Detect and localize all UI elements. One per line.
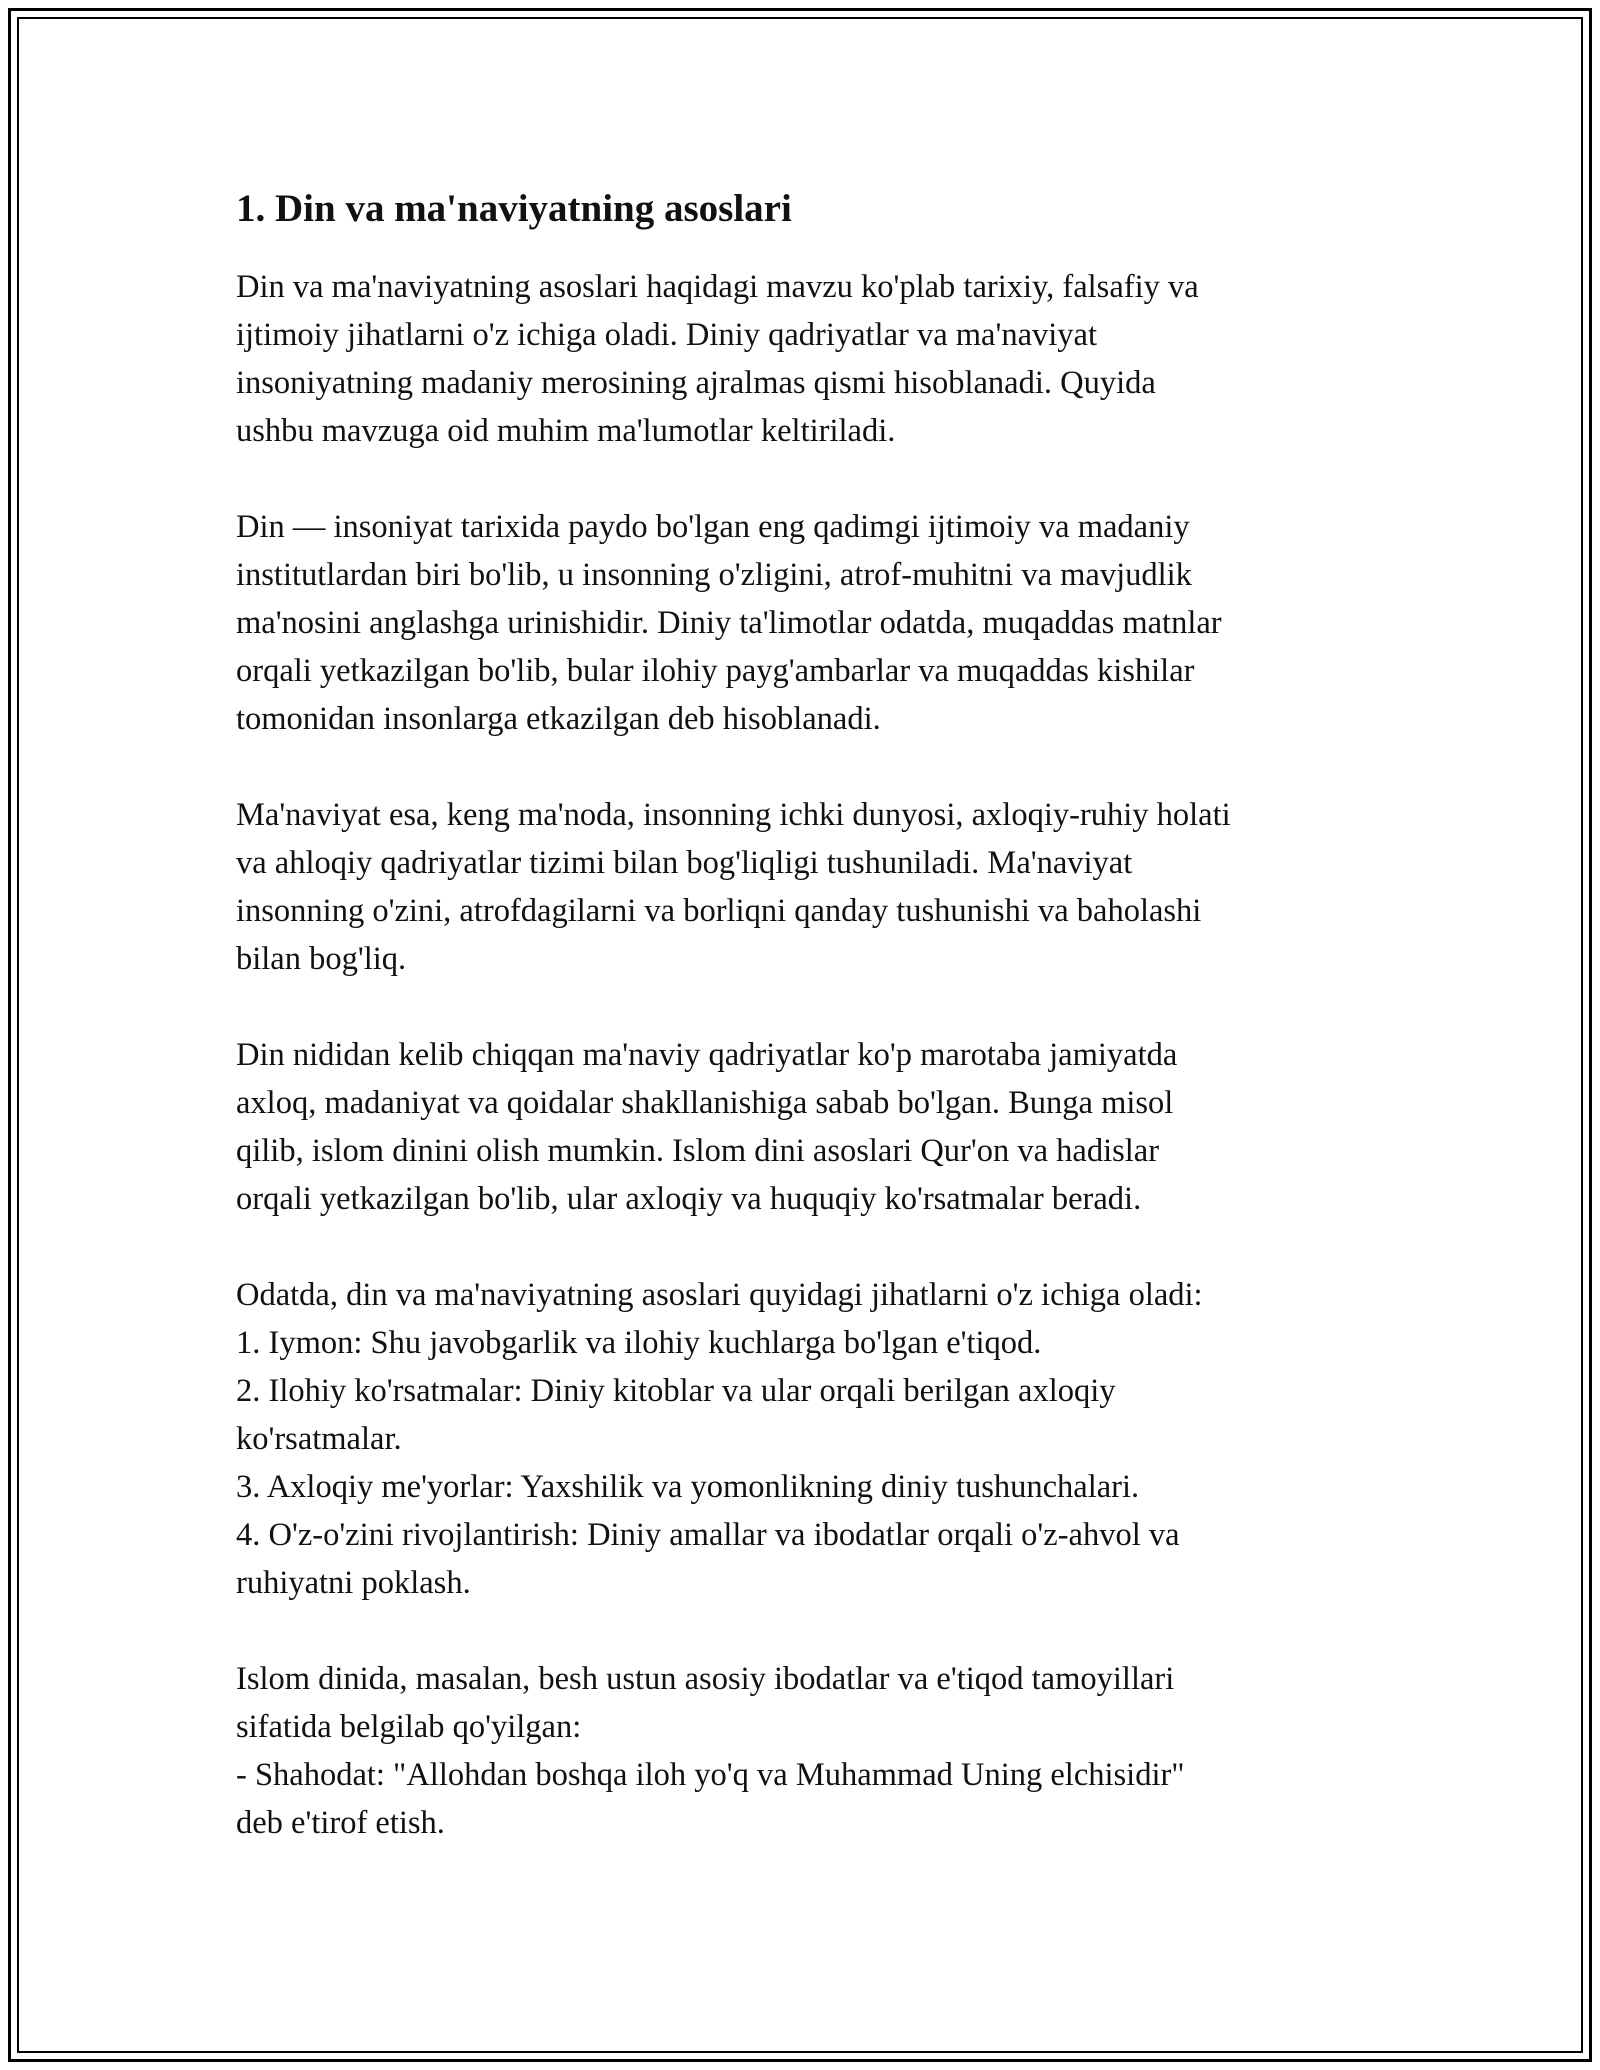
text-line: orqali yetkazilgan bo'lib, bular ilohiy payg'ambarlar va muqaddas kishilar [236, 653, 1195, 689]
list-item: - Shahodat: "Allohdan boshqa iloh yo'q va Muhammad Uning elchisidir" [236, 1757, 1185, 1793]
text-line: axloq, madaniyat va qoidalar shakllanishiga sabab bo'lgan. Bunga misol [236, 1085, 1174, 1121]
text-line: ijtimoiy jihatlarni o'z ichiga oladi. Diniy qadriyatlar va ma'naviyat [236, 317, 1097, 353]
text-line: Din — insoniyat tarixida paydo bo'lgan eng qadimgi ijtimoiy va madaniy [236, 509, 1190, 545]
paragraph-aspects-list [236, 1271, 1366, 1607]
paragraph-intro [236, 263, 1366, 455]
paragraph-five-pillars [236, 1655, 1366, 1847]
paragraph-values [236, 1031, 1366, 1223]
document-body [236, 185, 1366, 1895]
paragraph-spirituality [236, 791, 1366, 983]
list-item-continuation: ruhiyatni poklash. [236, 1565, 471, 1601]
list-item: 1. Iymon: Shu javobgarlik va ilohiy kuchlarga bo'lgan e'tiqod. [236, 1325, 1042, 1361]
list-intro: Odatda, din va ma'naviyatning asoslari quyidagi jihatlarni o'z ichiga oladi: [236, 1277, 1203, 1313]
text-line: sifatida belgilab qo'yilgan: [236, 1709, 582, 1745]
text-line: Din nididan kelib chiqqan ma'naviy qadriyatlar ko'p marotaba jamiyatda [236, 1037, 1178, 1073]
text-line: orqali yetkazilgan bo'lib, ular axloqiy va huquqiy ko'rsatmalar beradi. [236, 1181, 1142, 1217]
text-line: Ma'naviyat esa, keng ma'noda, insonning ichki dunyosi, axloqiy-ruhiy holati [236, 797, 1231, 833]
text-line: Islom dinida, masalan, besh ustun asosiy ibodatlar va e'tiqod tamoyillari [236, 1661, 1175, 1697]
text-line: qilib, islom dinini olish mumkin. Islom dini asoslari Qur'on va hadislar [236, 1133, 1160, 1169]
text-line: va ahloqiy qadriyatlar tizimi bilan bog'liqligi tushuniladi. Ma'naviyat [236, 845, 1133, 881]
list-item: 4. O'z-o'zini rivojlantirish: Diniy amallar va ibodatlar orqali o'z-ahvol va [236, 1517, 1180, 1553]
paragraph-religion [236, 503, 1366, 743]
text-line: institutlardan biri bo'lib, u insonning o'zligini, atrof-muhitni va mavjudlik [236, 557, 1192, 593]
list-item: 2. Ilohiy ko'rsatmalar: Diniy kitoblar va ular orqali berilgan axloqiy [236, 1373, 1116, 1409]
text-line: ushbu mavzuga oid muhim ma'lumotlar keltiriladi. [236, 413, 896, 449]
text-line: insoniyatning madaniy merosining ajralmas qismi hisoblanadi. Quyida [236, 365, 1156, 401]
text-line: tomonidan insonlarga etkazilgan deb hisoblanadi. [236, 701, 881, 737]
section-title: 1. Din va ma'naviyatning asoslari [236, 187, 792, 230]
text-line: insonning o'zini, atrofdagilarni va borliqni qanday tushunishi va baholashi [236, 893, 1202, 929]
list-item-continuation: deb e'tirof etish. [236, 1805, 445, 1841]
list-item: 3. Axloqiy me'yorlar: Yaxshilik va yomonlikning diniy tushunchalari. [236, 1469, 1140, 1505]
text-line: Din va ma'naviyatning asoslari haqidagi mavzu ko'plab tarixiy, falsafiy va [236, 269, 1199, 305]
text-line: bilan bog'liq. [236, 941, 407, 977]
list-item-continuation: ko'rsatmalar. [236, 1421, 402, 1457]
text-line: ma'nosini anglashga urinishidir. Diniy ta'limotlar odatda, muqaddas matnlar [236, 605, 1222, 641]
